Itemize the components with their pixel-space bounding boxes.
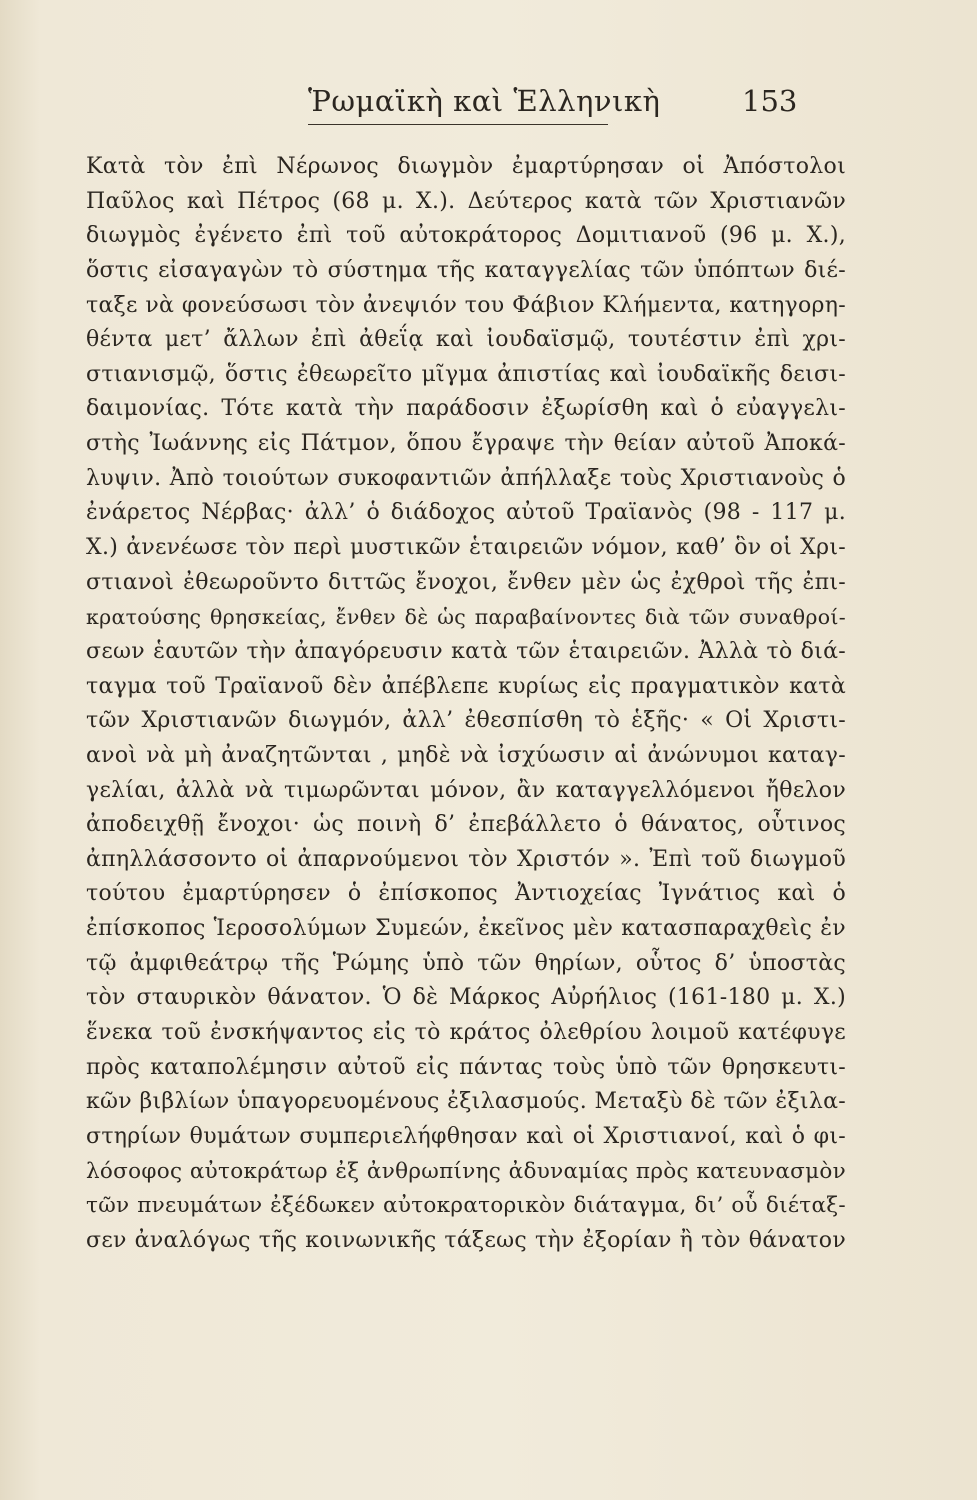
text-line: ἀποδειχθῇ ἔνοχοι· ὡς ποινὴ δ’ ἐπεβάλλετο ὁ θάνατος, οὗτινος	[86, 812, 846, 838]
text-line: στὴς Ἰωάννης εἰς Πάτμον, ὅπου ἔγραψε τὴν θείαν αὐτοῦ Ἀποκά-	[86, 431, 846, 457]
text-line: ανοὶ νὰ μὴ ἀναζητῶνται , μηδὲ νὰ ἰσχύωσιν αἱ ἀνώνυμοι καταγ-	[86, 742, 846, 768]
text-line: σεν ἀναλόγως τῆς κοινωνικῆς τάξεως τὴν ἐξορίαν ἢ τὸν θάνατον	[86, 1227, 846, 1253]
text-line: θέντα μετ’ ἄλλων ἐπὶ ἀθεΐᾳ καὶ ἰουδαϊσμῷ, τουτέστιν ἐπὶ χρι-	[86, 327, 846, 353]
text-line: τῷ ἀμφιθεάτρῳ τῆς Ῥώμης ὑπὸ τῶν θηρίων, οὗτος δ’ ὑποστὰς	[86, 950, 846, 976]
text-line: πρὸς καταπολέμησιν αὐτοῦ εἰς πάντας τοὺς ὑπὸ τῶν θρησκευτι-	[86, 1054, 846, 1080]
text-line: στιανοὶ ἐθεωροῦντο διττῶς ἔνοχοι, ἔνθεν μὲν ὡς ἐχθροὶ τῆς ἐπι-	[86, 569, 846, 595]
text-line: Χ.) ἀνενέωσε τὸν περὶ μυστικῶν ἑταιρειῶν νόμον, καθ’ ὃν οἱ Χρι-	[86, 535, 846, 561]
text-line: ἐπίσκοπος Ἱεροσολύμων Συμεών, ἐκεῖνος μὲν κατασπαραχθεὶς ἐν	[86, 916, 846, 942]
running-title: Ῥωμαϊκὴ καὶ Ἑλληνικὴ	[308, 84, 661, 118]
text-line: τούτου ἐμαρτύρησεν ὁ ἐπίσκοπος Ἀντιοχείας Ἰγνάτιος καὶ ὁ	[86, 881, 846, 907]
text-line: ὅστις εἰσαγαγὼν τὸ σύστημα τῆς καταγγελίας τῶν ὑπόπτων διέ-	[86, 257, 846, 283]
text-line: λόσοφος αὐτοκράτωρ ἐξ ἀνθρωπίνης ἀδυναμίας πρὸς κατευνασμὸν	[86, 1158, 846, 1184]
text-line: κῶν βιβλίων ὑπαγορευομένους ἐξιλασμούς. Μεταξὺ δὲ τῶν ἐξιλα-	[86, 1089, 846, 1115]
text-line: τῶν Χριστιανῶν διωγμόν, ἀλλ’ ἐθεσπίσθη τὸ ἑξῆς· « Οἱ Χριστι-	[86, 708, 846, 734]
text-line: λυψιν. Ἀπὸ τοιούτων συκοφαντιῶν ἀπήλλαξε τοὺς Χριστιανοὺς ὁ	[86, 465, 846, 491]
text-line: ἕνεκα τοῦ ἐνσκήψαντος εἰς τὸ κράτος ὀλεθρίου λοιμοῦ κατέφυγε	[86, 1020, 846, 1046]
text-line: σεων ἑαυτῶν τὴν ἀπαγόρευσιν κατὰ τῶν ἑταιρειῶν. Ἀλλὰ τὸ διά-	[86, 638, 846, 664]
text-line: τὸν σταυρικὸν θάνατον. Ὁ δὲ Μάρκος Αὐρήλιος (161-180 μ. Χ.)	[86, 985, 846, 1011]
text-line: τῶν πνευμάτων ἐξέδωκεν αὐτοκρατορικὸν διάταγμα, δι’ οὗ διέταξ-	[86, 1193, 846, 1219]
text-line: Κατὰ τὸν ἐπὶ Νέρωνος διωγμὸν ἐμαρτύρησαν οἱ Ἀπόστολοι	[86, 154, 846, 179]
text-line: ταξε νὰ φονεύσωσι τὸν ἀνεψιόν του Φάβιον Κλήμεντα, κατηγορη-	[86, 292, 846, 318]
text-line: στιανισμῷ, ὅστις ἐθεωρεῖτο μῖγμα ἀπιστίας καὶ ἰουδαϊκῆς δεισι-	[86, 361, 846, 387]
text-line: στηρίων θυμάτων συμπεριελήφθησαν καὶ οἱ Χριστιανοί, καὶ ὁ φι-	[86, 1123, 846, 1149]
text-line: ἐνάρετος Νέρβας· ἀλλ’ ὁ διάδοχος αὐτοῦ Τραϊανὸς (98 - 117 μ.	[86, 500, 846, 526]
header-rule	[308, 124, 608, 125]
text-line: γελίαι, ἀλλὰ νὰ τιμωρῶνται μόνον, ἂν καταγγελλόμενοι ἤθελον	[86, 777, 846, 803]
page-header	[0, 78, 977, 128]
text-line: Παῦλος καὶ Πέτρος (68 μ. Χ.). Δεύτερος κατὰ τῶν Χριστιανῶν	[86, 188, 846, 214]
page-number: 153	[742, 84, 798, 118]
text-line: δαιμονίας. Τότε κατὰ τὴν παράδοσιν ἐξωρίσθη καὶ ὁ εὐαγγελι-	[86, 396, 846, 422]
text-line: κρατούσης θρησκείας, ἔνθεν δὲ ὡς παραβαίνοντες διὰ τῶν συναθροί-	[86, 605, 846, 630]
text-line: ταγμα τοῦ Τραϊανοῦ δὲν ἀπέβλεπε κυρίως εἰς πραγματικὸν κατὰ	[86, 673, 846, 699]
text-line: διωγμὸς ἐγένετο ἐπὶ τοῦ αὐτοκράτορος Δομιτιανοῦ (96 μ. Χ.),	[86, 223, 846, 249]
text-line: ἀπηλλάσσοντο οἱ ἀπαρνούμενοι τὸν Χριστόν ». Ἐπὶ τοῦ διωγμοῦ	[86, 846, 846, 872]
body-text	[86, 150, 846, 1259]
